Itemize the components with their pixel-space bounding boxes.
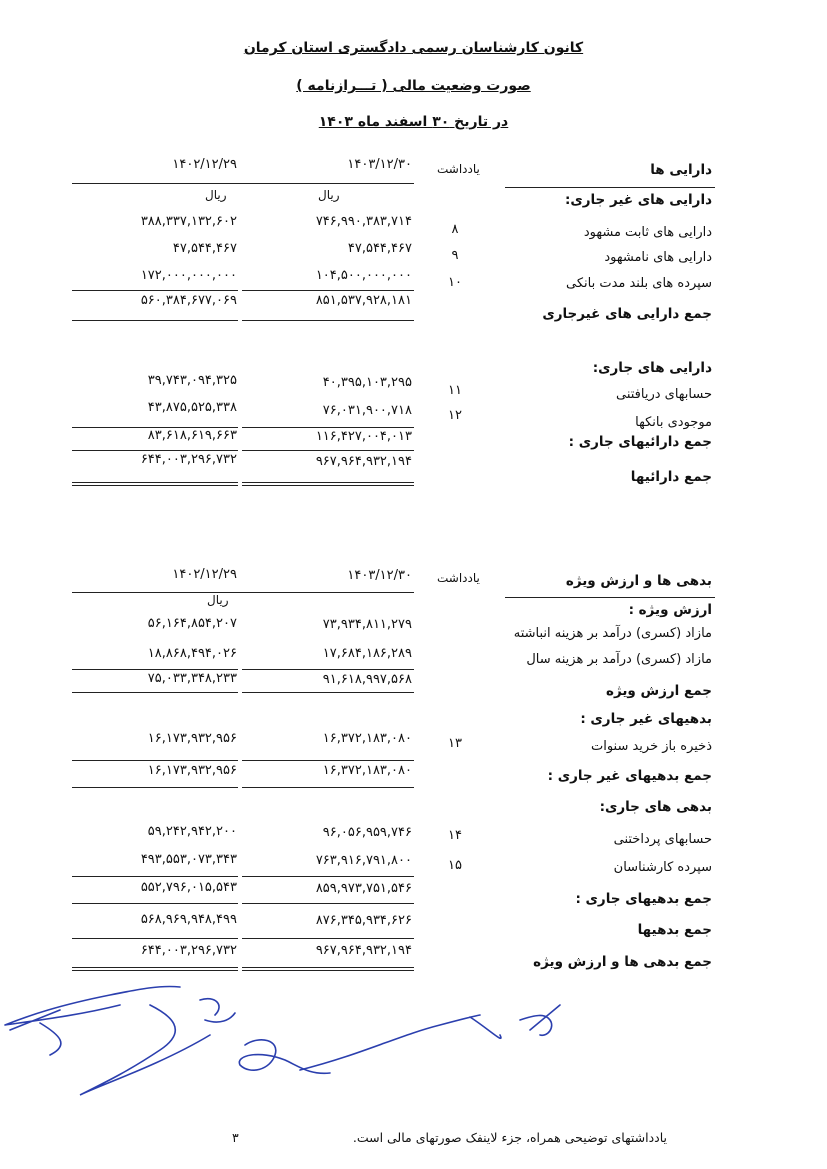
total-equity-prior: ۷۵,۰۳۳,۳۴۸,۲۳۳ — [147, 671, 237, 686]
row-current: ۱۰۴,۵۰۰,۰۰۰,۰۰۰ — [315, 268, 412, 283]
row-note: ۱۲ — [448, 408, 462, 423]
total-assets-label: جمع دارائیها — [630, 469, 712, 485]
row-prior: ۴۷,۵۴۴,۴۶۷ — [172, 241, 237, 256]
total-liab-current: ۸۷۶,۳۴۵,۹۳۴,۶۲۶ — [315, 913, 412, 928]
total-noncurrent-assets-current: ۸۵۱,۵۳۷,۹۲۸,۱۸۱ — [315, 293, 412, 308]
double-rule — [242, 967, 414, 971]
row-prior: ۱۶,۱۷۳,۹۳۲,۹۵۶ — [147, 731, 237, 746]
assets-year-prior: ۱۴۰۲/۱۲/۲۹ — [172, 157, 237, 172]
row-current: ۷۳,۹۳۴,۸۱۱,۲۷۹ — [322, 617, 412, 632]
subtotal-rule — [72, 290, 238, 291]
subtotal-rule — [242, 787, 414, 788]
row-prior: ۱۷۲,۰۰۰,۰۰۰,۰۰۰ — [140, 268, 237, 283]
total-noncurrent-assets-prior: ۵۶۰,۳۸۴,۶۷۷,۰۶۹ — [140, 293, 237, 308]
note-header: یادداشت — [437, 162, 480, 176]
total-liab-label: جمع بدهیها — [637, 922, 712, 938]
total-noncurrent-assets-label: جمع دارایی های غیرجاری — [542, 306, 712, 322]
header-rule-right — [505, 187, 715, 188]
row-current: ۹۶,۰۵۶,۹۵۹,۷۴۶ — [322, 825, 412, 840]
liabilities-heading: بدهی ها و ارزش ویژه — [565, 573, 712, 589]
row-current: ۴۰,۳۹۵,۱۰۳,۲۹۵ — [322, 375, 412, 390]
noncurrent-liab-heading: بدهیهای غیر جاری : — [580, 711, 712, 727]
row-note: ۱۰ — [448, 275, 462, 290]
subtotal-rule — [242, 450, 414, 451]
subtotal-rule — [72, 692, 238, 693]
row-label: ذخیره باز خرید سنوات — [590, 739, 712, 754]
row-label: دارایی های ثابت مشهود — [583, 225, 712, 240]
currency-current: ریال — [318, 188, 340, 202]
header-rule-right — [505, 597, 715, 598]
equity-heading: ارزش ویژه : — [628, 602, 712, 618]
row-current: ۷۴۶,۹۹۰,۳۸۳,۷۱۴ — [315, 214, 412, 229]
statement-title: صورت وضعیت مالی ( تـــرازنامه ) — [296, 78, 531, 94]
double-rule — [72, 967, 238, 971]
row-label: مازاد (کسری) درآمد بر هزینه سال — [526, 652, 712, 667]
double-rule — [242, 482, 414, 486]
row-label: سپرده کارشناسان — [613, 860, 712, 875]
total-current-liab-prior: ۵۵۲,۷۹۶,۰۱۵,۵۴۳ — [140, 880, 237, 895]
row-label: دارایی های نامشهود — [604, 250, 712, 265]
row-label: سپرده های بلند مدت بانکی — [565, 276, 712, 291]
current-liab-heading: بدهی های جاری: — [599, 799, 712, 815]
subtotal-rule — [242, 320, 414, 321]
row-label: مازاد (کسری) درآمد بر هزینه انباشته — [513, 626, 712, 641]
subtotal-rule — [242, 903, 414, 904]
row-prior: ۳۸۸,۳۳۷,۱۳۲,۶۰۲ — [140, 214, 237, 229]
row-prior: ۱۸,۸۶۸,۴۹۴,۰۲۶ — [147, 646, 237, 661]
row-prior: ۵۹,۲۴۲,۹۴۲,۲۰۰ — [147, 824, 237, 839]
statement-date: در تاریخ ۳۰ اسفند ماه ۱۴۰۳ — [318, 114, 509, 130]
subtotal-rule — [72, 876, 238, 877]
subtotal-rule — [242, 669, 414, 670]
liab-note-header: یادداشت — [437, 571, 480, 585]
row-note: ۹ — [451, 248, 459, 263]
subtotal-rule — [242, 427, 414, 428]
row-note: ۱۳ — [448, 736, 462, 751]
total-liab-equity-label: جمع بدهی ها و ارزش ویژه — [533, 954, 712, 970]
subtotal-rule — [72, 320, 238, 321]
row-prior: ۴۹۳,۵۵۳,۰۷۳,۳۴۳ — [140, 852, 237, 867]
subtotal-rule — [242, 876, 414, 877]
total-current-assets-prior: ۸۳,۶۱۸,۶۱۹,۶۶۳ — [147, 428, 237, 443]
total-assets-current: ۹۶۷,۹۶۴,۹۳۲,۱۹۴ — [315, 454, 412, 469]
total-liab-equity-current: ۹۶۷,۹۶۴,۹۳۲,۱۹۴ — [315, 943, 412, 958]
total-liab-equity-prior: ۶۴۴,۰۰۳,۲۹۶,۷۳۲ — [140, 943, 237, 958]
subtotal-rule — [242, 938, 414, 939]
footer-note: یادداشتهای توضیحی همراه، جزء لاینفک صورتهای مالی است. — [352, 1130, 667, 1145]
total-equity-label: جمع ارزش ویژه — [605, 683, 712, 699]
double-rule — [72, 482, 238, 486]
subtotal-rule — [72, 760, 238, 761]
subtotal-rule — [242, 692, 414, 693]
row-current: ۴۷,۵۴۴,۴۶۷ — [347, 241, 412, 256]
row-label: موجودی بانکها — [635, 415, 712, 430]
row-note: ۸ — [451, 222, 459, 237]
row-current: ۱۷,۶۸۴,۱۸۶,۲۸۹ — [322, 646, 412, 661]
row-prior: ۳۹,۷۴۳,۰۹۴,۳۲۵ — [147, 373, 237, 388]
total-noncurrent-liab-label: جمع بدهیهای غیر جاری : — [547, 768, 712, 784]
row-label: حسابهای دریافتنی — [615, 387, 712, 402]
subtotal-rule — [72, 669, 238, 670]
current-assets-heading: دارایی های جاری: — [592, 360, 712, 376]
row-prior: ۵۶,۱۶۴,۸۵۴,۲۰۷ — [147, 616, 237, 631]
subtotal-rule — [72, 787, 238, 788]
subtotal-rule — [72, 450, 238, 451]
subtotal-rule — [72, 903, 238, 904]
total-current-liab-label: جمع بدهیهای جاری : — [575, 891, 712, 907]
signatures — [0, 975, 827, 1115]
header-rule — [72, 592, 414, 593]
subtotal-rule — [72, 938, 238, 939]
row-current: ۷۶,۰۳۱,۹۰۰,۷۱۸ — [322, 403, 412, 418]
liab-year-current: ۱۴۰۳/۱۲/۳۰ — [347, 568, 412, 583]
total-liab-prior: ۵۶۸,۹۶۹,۹۴۸,۴۹۹ — [140, 912, 237, 927]
total-noncurrent-liab-current: ۱۶,۳۷۲,۱۸۳,۰۸۰ — [322, 763, 412, 778]
subtotal-rule — [242, 290, 414, 291]
liab-year-prior: ۱۴۰۲/۱۲/۲۹ — [172, 567, 237, 582]
total-current-assets-label: جمع دارائیهای جاری : — [568, 434, 712, 450]
row-note: ۱۵ — [448, 858, 462, 873]
total-noncurrent-liab-prior: ۱۶,۱۷۳,۹۳۲,۹۵۶ — [147, 763, 237, 778]
total-current-assets-current: ۱۱۶,۴۲۷,۰۰۴,۰۱۳ — [315, 429, 412, 444]
page-number: ۳ — [232, 1130, 239, 1145]
header-rule — [72, 183, 414, 184]
row-current: ۷۶۳,۹۱۶,۷۹۱,۸۰۰ — [315, 853, 412, 868]
assets-heading: دارایی ها — [650, 162, 712, 178]
assets-year-current: ۱۴۰۳/۱۲/۳۰ — [347, 157, 412, 172]
row-current: ۱۶,۳۷۲,۱۸۳,۰۸۰ — [322, 731, 412, 746]
row-prior: ۴۳,۸۷۵,۵۲۵,۳۳۸ — [147, 400, 237, 415]
noncurrent-assets-heading: دارایی های غیر جاری: — [564, 192, 712, 208]
row-label: حسابهای پرداختنی — [613, 832, 712, 847]
subtotal-rule — [242, 760, 414, 761]
row-note: ۱۱ — [448, 383, 462, 398]
liab-currency-prior: ریال — [207, 593, 229, 607]
total-assets-prior: ۶۴۴,۰۰۳,۲۹۶,۷۳۲ — [140, 452, 237, 467]
total-current-liab-current: ۸۵۹,۹۷۳,۷۵۱,۵۴۶ — [315, 881, 412, 896]
org-title: کانون کارشناسان رسمی دادگستری استان کرمان — [243, 40, 584, 56]
total-equity-current: ۹۱,۶۱۸,۹۹۷,۵۶۸ — [322, 672, 412, 687]
currency-prior: ریال — [205, 188, 227, 202]
row-note: ۱۴ — [448, 828, 462, 843]
